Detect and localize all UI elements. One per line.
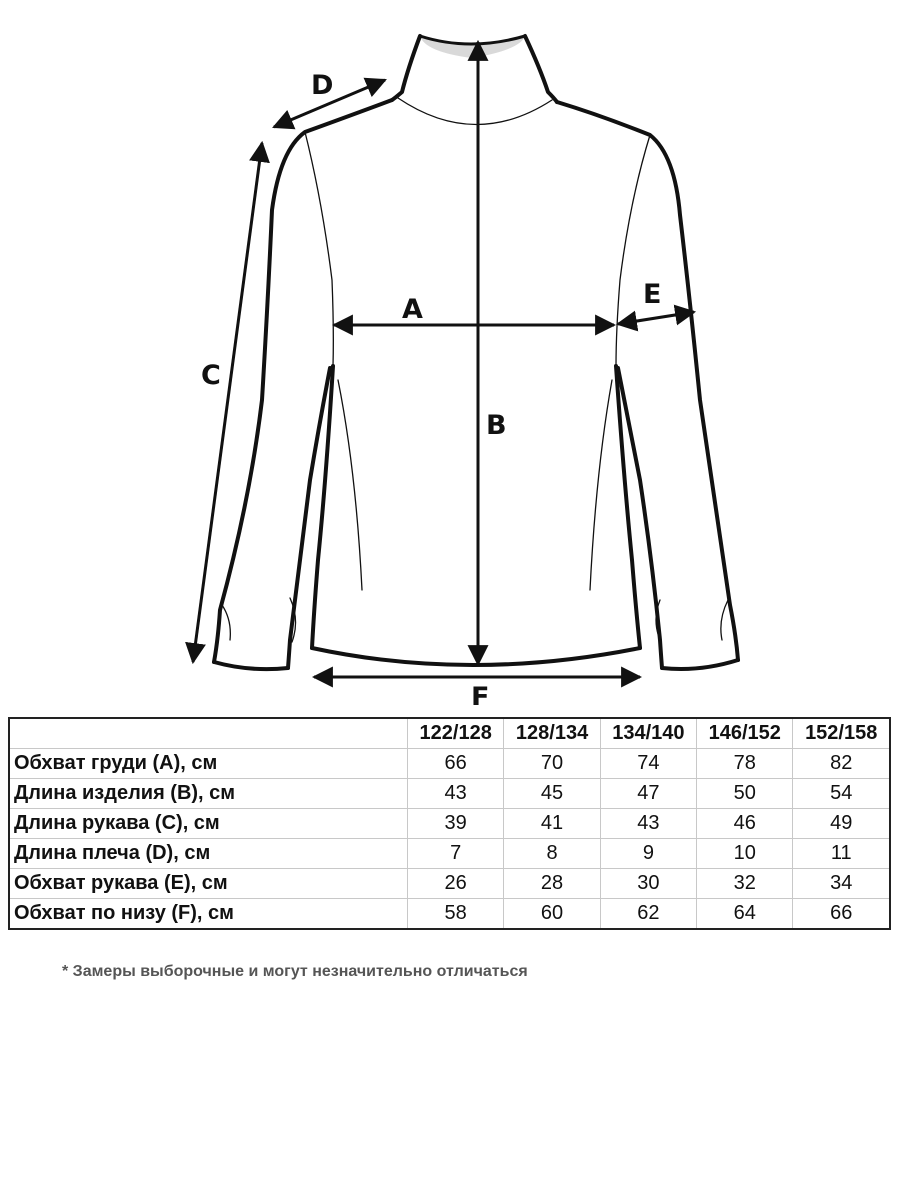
size-header-row	[9, 718, 890, 749]
measurement-arrows	[193, 42, 694, 677]
cell-value: 74	[600, 749, 696, 779]
cell-value: 70	[504, 749, 600, 779]
table-row	[9, 809, 890, 839]
cell-value: 39	[408, 809, 504, 839]
cell-value: 62	[600, 899, 696, 930]
cell-value: 11	[793, 839, 890, 869]
cell-value: 9	[600, 839, 696, 869]
cell-value: 50	[697, 779, 793, 809]
label-b: B	[486, 410, 507, 441]
cell-value: 78	[697, 749, 793, 779]
table-row	[9, 899, 890, 930]
label-c: C	[201, 360, 221, 391]
size-table	[8, 717, 891, 930]
table-row	[9, 749, 890, 779]
cell-value: 28	[504, 869, 600, 899]
row-label: Длина рукава (C), см	[9, 809, 408, 839]
size-header: 134/140	[600, 718, 696, 749]
cell-value: 32	[697, 869, 793, 899]
cell-value: 66	[793, 899, 890, 930]
cell-value: 34	[793, 869, 890, 899]
label-f: F	[471, 682, 490, 705]
row-label: Длина изделия (B), см	[9, 779, 408, 809]
cell-value: 46	[697, 809, 793, 839]
cell-value: 7	[408, 839, 504, 869]
cell-value: 45	[504, 779, 600, 809]
cell-value: 30	[600, 869, 696, 899]
cell-value: 41	[504, 809, 600, 839]
label-e: E	[643, 279, 662, 310]
size-header: 122/128	[408, 718, 504, 749]
cell-value: 8	[504, 839, 600, 869]
label-a: A	[402, 294, 423, 325]
arrow-e-sleeve-width	[618, 312, 694, 324]
row-label: Длина плеча (D), см	[9, 839, 408, 869]
label-d: D	[311, 70, 334, 101]
table-row	[9, 869, 890, 899]
cell-value: 60	[504, 899, 600, 930]
size-header: 128/134	[504, 718, 600, 749]
table-row	[9, 779, 890, 809]
cell-value: 82	[793, 749, 890, 779]
header-corner	[9, 718, 408, 749]
cell-value: 58	[408, 899, 504, 930]
jacket-outline	[214, 36, 738, 669]
size-header: 152/158	[793, 718, 890, 749]
row-label: Обхват по низу (F), см	[9, 899, 408, 930]
cell-value: 10	[697, 839, 793, 869]
cell-value: 43	[600, 809, 696, 839]
size-header: 146/152	[697, 718, 793, 749]
table-row	[9, 839, 890, 869]
cell-value: 49	[793, 809, 890, 839]
cell-value: 66	[408, 749, 504, 779]
cell-value: 64	[697, 899, 793, 930]
row-label: Обхват груди (A), см	[9, 749, 408, 779]
row-label: Обхват рукава (E), см	[9, 869, 408, 899]
cell-value: 43	[408, 779, 504, 809]
cell-value: 54	[793, 779, 890, 809]
cell-value: 26	[408, 869, 504, 899]
measurement-disclaimer: * Замеры выборочные и могут незначительно отличаться	[62, 963, 528, 980]
cell-value: 47	[600, 779, 696, 809]
